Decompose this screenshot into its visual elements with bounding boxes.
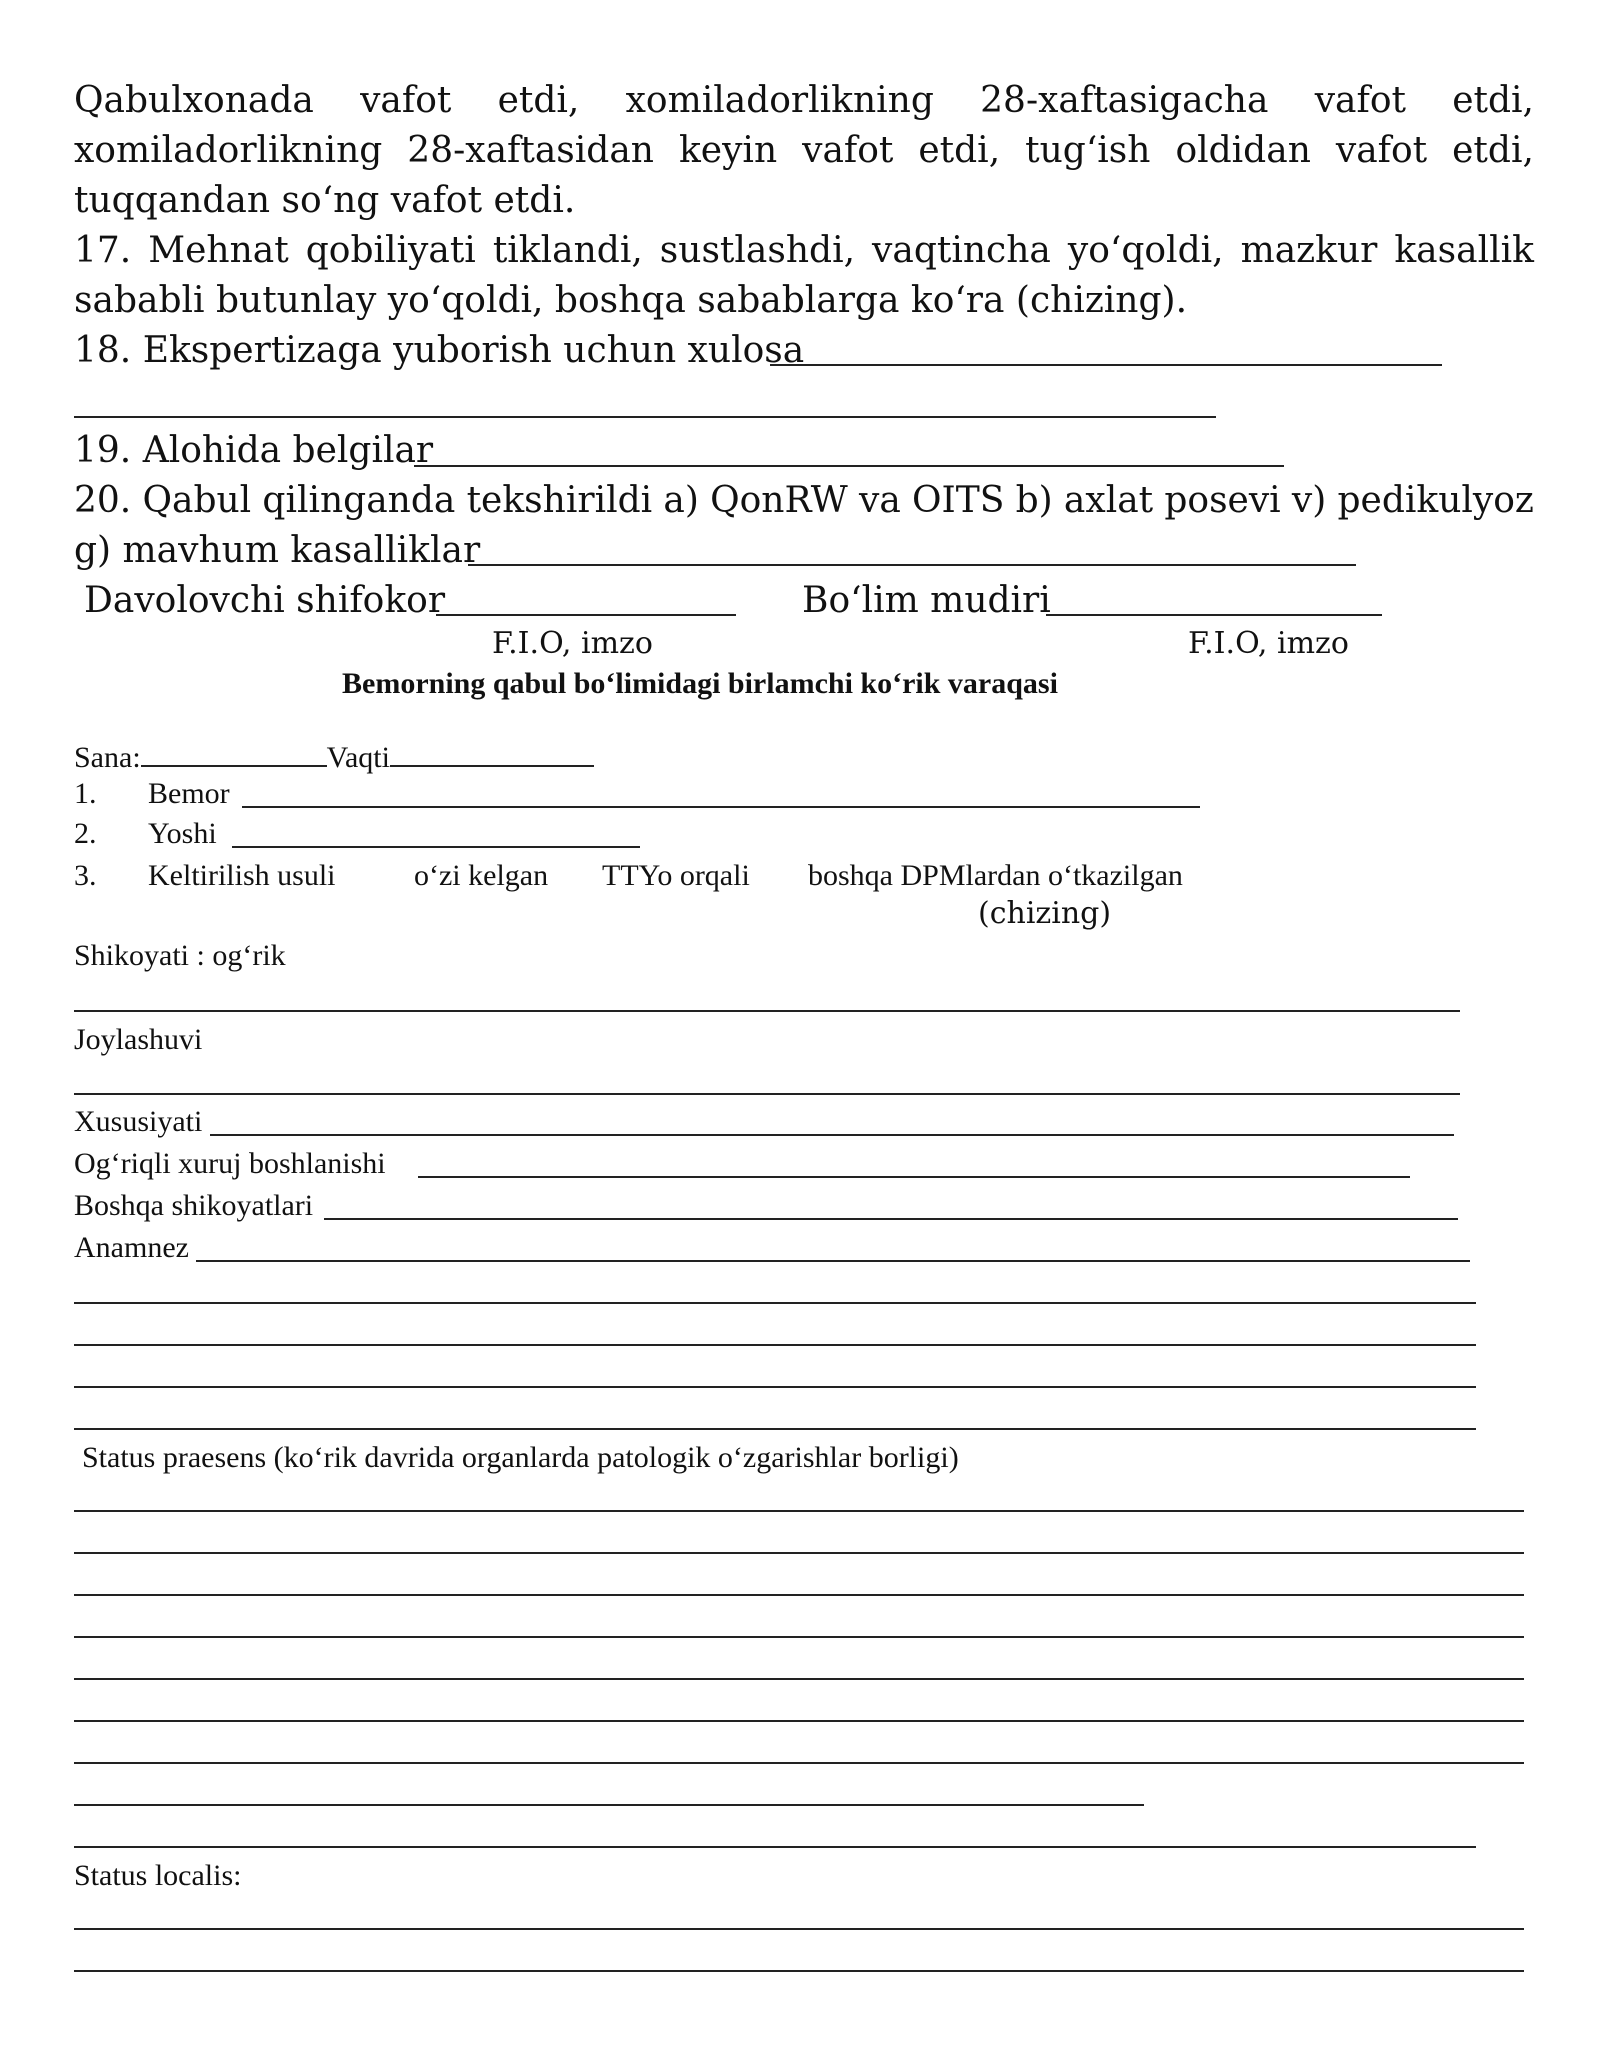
status-praesens-line-4[interactable]	[74, 1636, 1524, 1638]
status-praesens-line-7[interactable]	[74, 1762, 1524, 1764]
word: tug‘ish	[1025, 130, 1151, 171]
yoshi-field[interactable]	[232, 846, 640, 848]
status-praesens-line-8[interactable]	[74, 1804, 1144, 1806]
fio-caption-2: F.I.O, imzo	[1188, 626, 1349, 661]
word: keyin	[678, 130, 778, 171]
status-praesens-line-5[interactable]	[74, 1678, 1524, 1680]
bemor-label: Bemor	[148, 777, 230, 810]
status-localis-label: Status localis:	[74, 1859, 242, 1892]
sana-field[interactable]	[141, 739, 327, 767]
word: etdi,	[1452, 130, 1534, 171]
anamnez-line-5[interactable]	[74, 1428, 1476, 1430]
para-line-2	[74, 126, 1534, 176]
vaqti-field[interactable]	[390, 739, 594, 767]
vaqti-label: Vaqti	[326, 741, 390, 774]
word: vafot	[802, 130, 894, 171]
item-17-line-2: sababli butunlay yo‘qoldi, boshqa sabablarga ko‘ra (chizing).	[74, 280, 1188, 321]
status-praesens-label: Status praesens (ko‘rik davrida organlarda patologik o‘zgarishlar borligi)	[82, 1441, 959, 1474]
word: oldidan	[1175, 130, 1311, 171]
item-20-line-1	[74, 476, 1534, 526]
word: posevi	[1164, 480, 1281, 521]
status-praesens-line-2[interactable]	[74, 1552, 1524, 1554]
word: qobiliyati	[305, 230, 476, 271]
joylashuvi-field[interactable]	[74, 1093, 1460, 1095]
sana-label: Sana:	[74, 741, 141, 774]
boshqa-shikoyatlar-field[interactable]	[324, 1218, 1458, 1220]
word: vafot	[1314, 80, 1406, 121]
word: etdi,	[497, 80, 580, 121]
item-3-number: 3.	[74, 859, 97, 892]
doctor-signature-line[interactable]	[436, 614, 736, 616]
item-18-label: 18. Ekspertizaga yuborish uchun xulosa	[74, 330, 805, 371]
fio-caption-1: F.I.O, imzo	[492, 626, 653, 661]
yoshi-label: Yoshi	[148, 817, 217, 850]
word: sustlashdi,	[659, 230, 856, 271]
para-line-3: tuqqandan so‘ng vafot etdi.	[74, 180, 576, 221]
word: axlat	[1063, 480, 1154, 521]
status-praesens-line-6[interactable]	[74, 1720, 1524, 1722]
word: pedikulyoz	[1337, 480, 1534, 521]
xususiyati-field[interactable]	[210, 1134, 1454, 1136]
word: 28-xaftasigacha	[980, 80, 1269, 121]
word: Qabulxonada	[74, 80, 314, 121]
chizing-note: (chizing)	[978, 896, 1112, 931]
item-19-label: 19. Alohida belgilar	[74, 430, 434, 471]
anamnez-field[interactable]	[196, 1260, 1470, 1262]
date-time-row	[74, 738, 594, 778]
word: vafot	[360, 80, 452, 121]
ogriqli-label: Og‘riqli xuruj boshlanishi	[74, 1147, 386, 1180]
status-praesens-line-3[interactable]	[74, 1594, 1524, 1596]
word: tiklandi,	[492, 230, 643, 271]
xususiyati-label: Xususiyati	[74, 1105, 203, 1138]
word: 17.	[74, 230, 132, 271]
head-label: Bo‘lim mudiri	[802, 580, 1051, 621]
word: etdi,	[918, 130, 1001, 171]
status-localis-line-2[interactable]	[74, 1970, 1524, 1972]
head-signature-line[interactable]	[1046, 614, 1382, 616]
keltirilish-label: Keltirilish usuli	[148, 859, 336, 892]
word: va	[858, 480, 901, 521]
word: QonRW	[710, 480, 848, 521]
word: xomiladorlikning	[74, 130, 383, 171]
ogriqli-field[interactable]	[418, 1176, 1410, 1178]
word: vafot	[1335, 130, 1428, 171]
anamnez-line-4[interactable]	[74, 1386, 1476, 1388]
item-20-line-2: g) mavhum kasalliklar	[74, 530, 481, 571]
form-title: Bemorning qabul bo‘limidagi birlamchi ko‘rik varaqasi	[342, 667, 1058, 700]
word: v)	[1291, 480, 1327, 521]
word: Qabul	[142, 480, 252, 521]
item-17-line-1	[74, 226, 1534, 276]
anamnez-line-2[interactable]	[74, 1302, 1476, 1304]
shikoyati-label: Shikoyati : og‘rik	[74, 939, 286, 972]
option-ozi-kelgan[interactable]: o‘zi kelgan	[414, 859, 549, 892]
word: 28-xaftasidan	[407, 130, 654, 171]
joylashuvi-label: Joylashuvi	[74, 1023, 203, 1056]
word: xomiladorlikning	[625, 80, 934, 121]
word: b)	[1015, 480, 1053, 521]
word: 20.	[74, 480, 132, 521]
word: OITS	[912, 480, 1005, 521]
status-localis-line-1[interactable]	[74, 1928, 1524, 1930]
item-18-fill-line[interactable]	[770, 364, 1442, 366]
word: vaqtincha	[872, 230, 1051, 271]
para-line-1	[74, 76, 1534, 126]
item-19-fill-line[interactable]	[414, 465, 1284, 467]
status-praesens-line-9[interactable]	[74, 1846, 1476, 1848]
word: yo‘qoldi,	[1067, 230, 1224, 271]
word: qilinganda	[262, 480, 456, 521]
item-18-fill-line-2[interactable]	[74, 416, 1216, 418]
item-20-fill-line[interactable]	[468, 564, 1356, 566]
word: etdi,	[1452, 80, 1534, 121]
status-praesens-line-1[interactable]	[74, 1510, 1524, 1512]
boshqa-shikoyatlar-label: Boshqa shikoyatlari	[74, 1189, 314, 1222]
anamnez-label: Anamnez	[74, 1231, 189, 1264]
word: Mehnat	[148, 230, 289, 271]
shikoyati-field[interactable]	[74, 1010, 1460, 1012]
item-1-number: 1.	[74, 777, 97, 810]
doctor-label: Davolovchi shifokor	[84, 580, 446, 621]
option-ttyo-orqali[interactable]: TTYo orqali	[602, 859, 750, 892]
word: tekshirildi	[466, 480, 653, 521]
word: a)	[663, 480, 699, 521]
anamnez-line-3[interactable]	[74, 1344, 1476, 1346]
bemor-field[interactable]	[242, 806, 1200, 808]
item-2-number: 2.	[74, 817, 97, 850]
word: kasallik	[1394, 230, 1534, 271]
word: mazkur	[1240, 230, 1378, 271]
option-boshqa-dpm[interactable]: boshqa DPMlardan o‘tkazilgan	[808, 859, 1183, 892]
